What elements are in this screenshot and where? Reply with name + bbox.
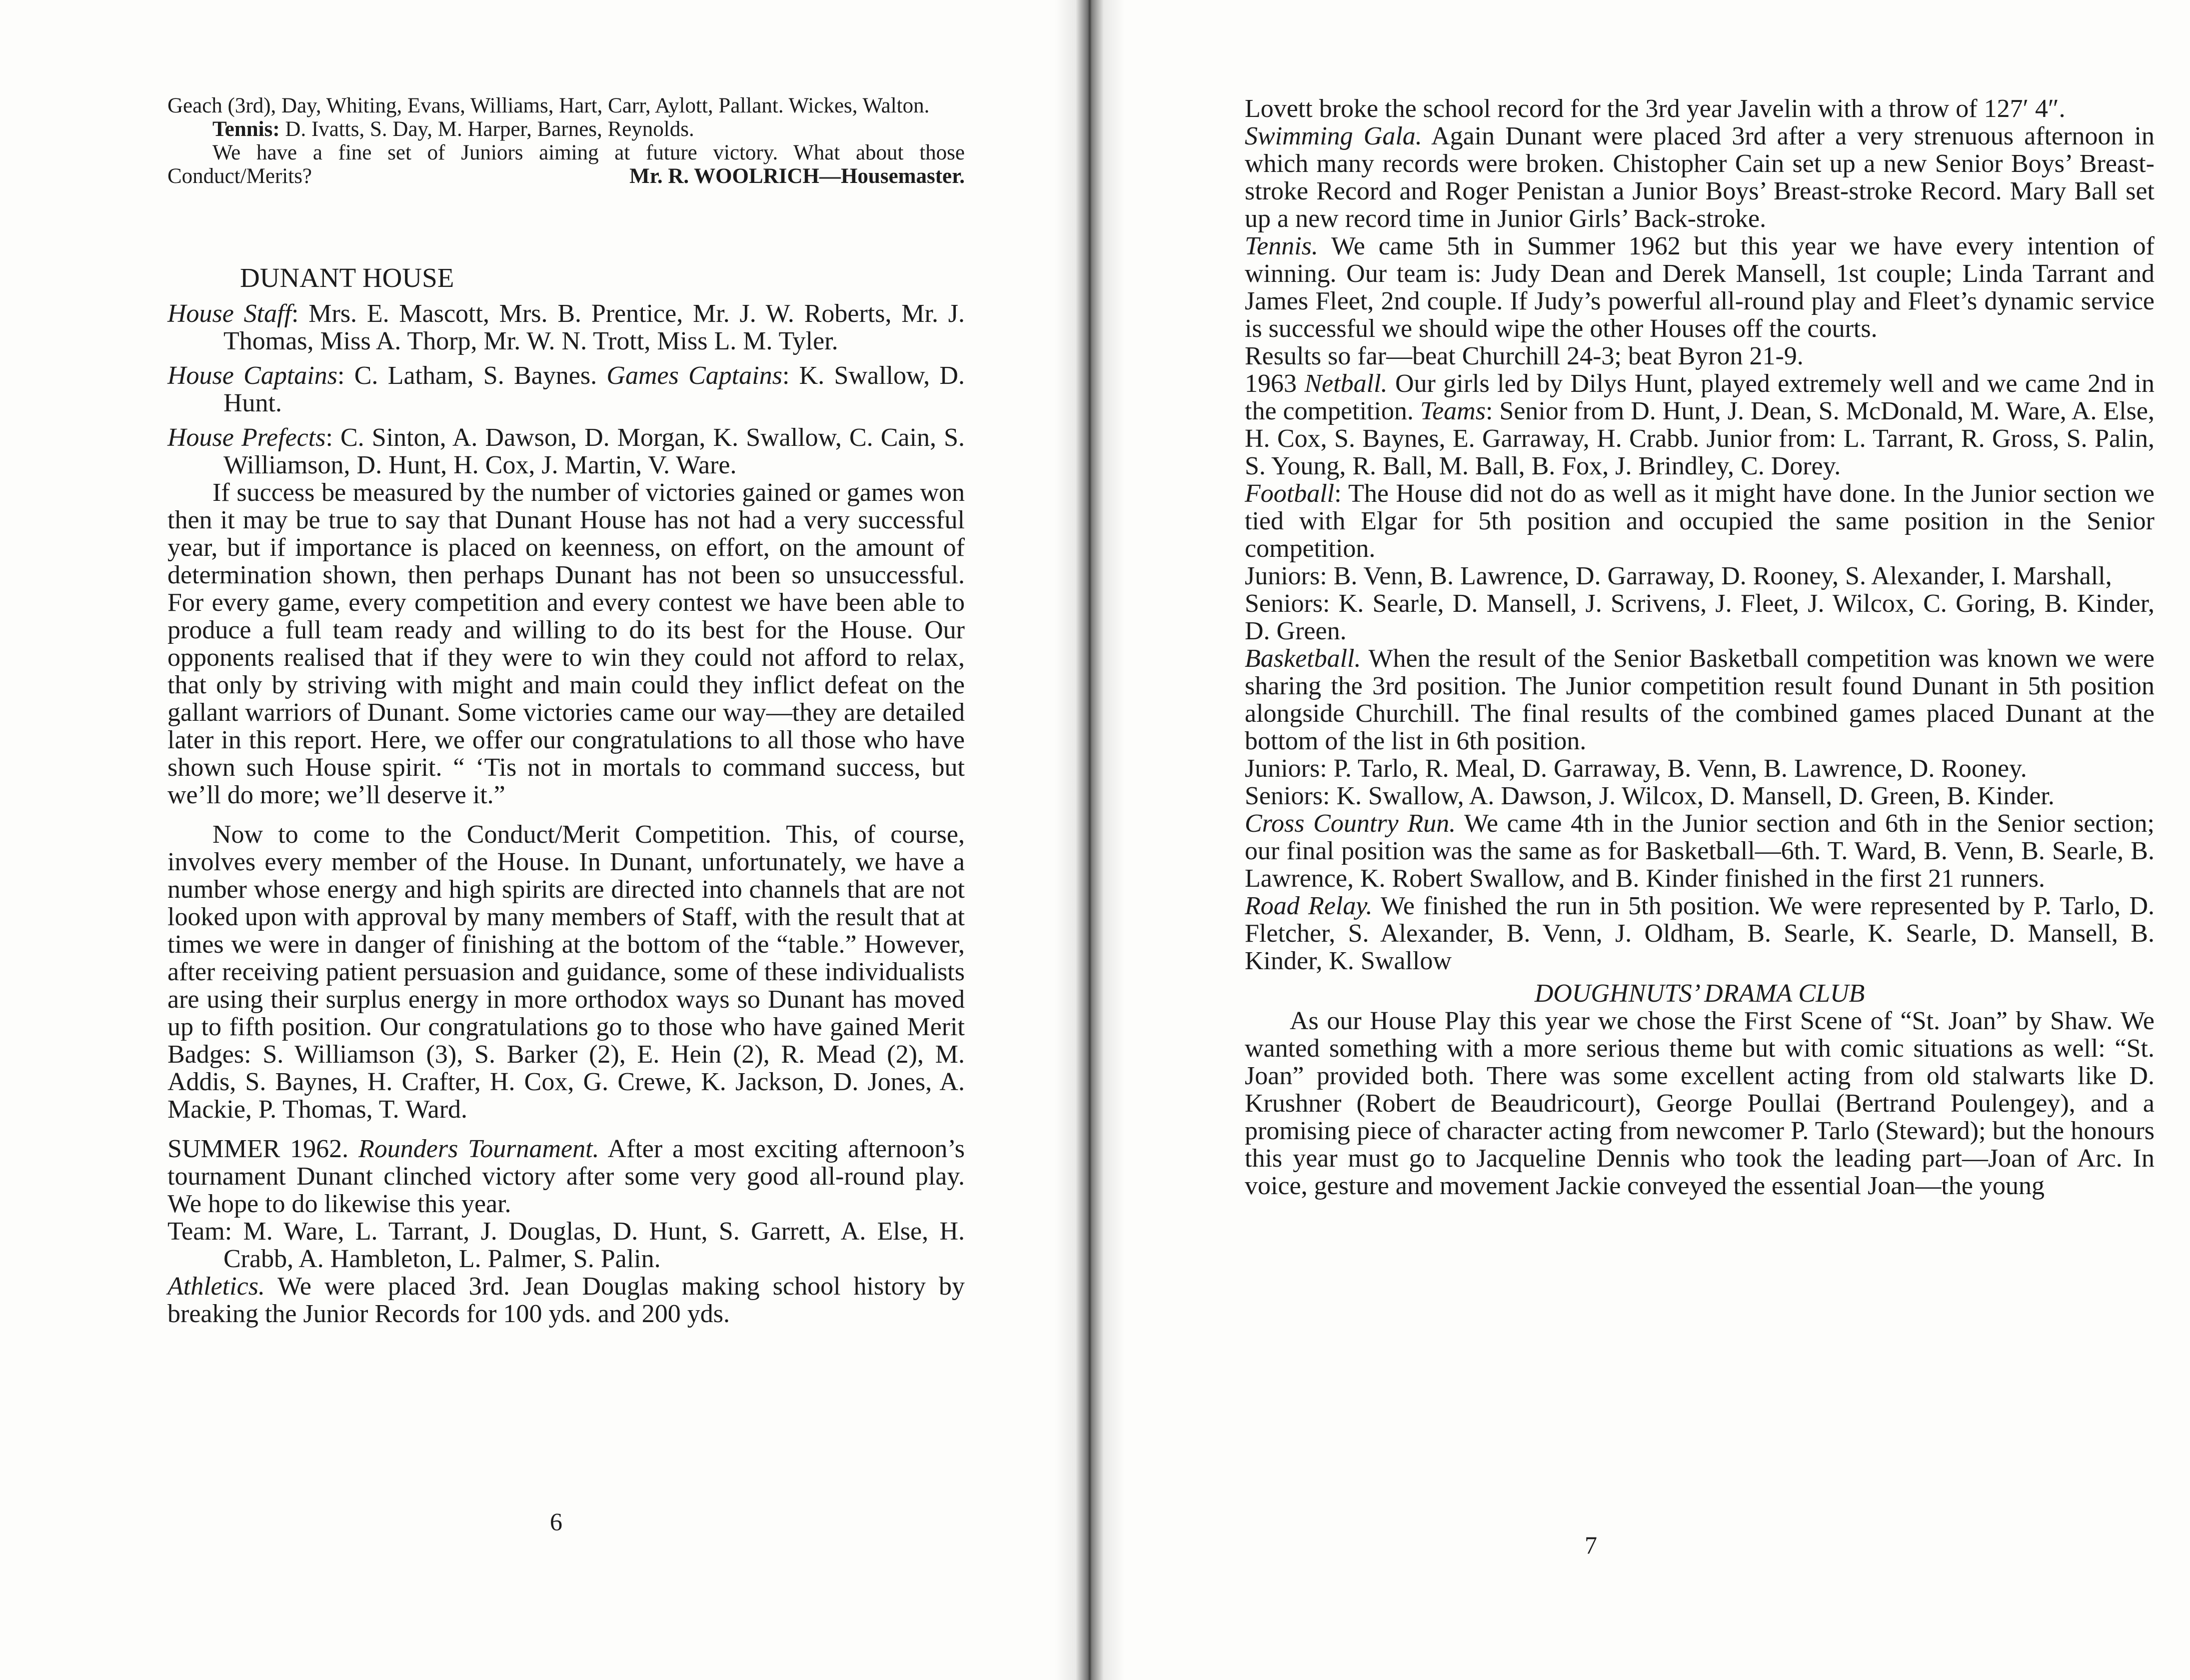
football-paragraph xyxy=(1245,480,2155,562)
cross-country-text: We came 4th in the Junior section and 6th in the Senior section; our final position was the same as for Basketball—6th. T. Ward, B. Venn, B. Searle, B. Lawrence, K. Robert Swallow, and B. Kinder finished in the first 21 runners. xyxy=(1245,809,2155,893)
page-number-right: 7 xyxy=(1585,1531,1597,1559)
juniors-note: We have a fine set of Juniors aiming at future victory. What about those Conduct/Merits? xyxy=(167,141,965,188)
football-label: Football xyxy=(1245,479,1335,508)
rounders-team: Team: M. Ware, L. Tarrant, J. Douglas, D. Hunt, S. Garrett, A. Else, H. Crabb, A. Hambleton, L. Palmer, S. Palin. xyxy=(167,1217,965,1273)
netball-label: Netball. xyxy=(1304,369,1388,398)
road-relay-label: Road Relay. xyxy=(1245,892,1373,920)
conduct-merit-paragraph: Now to come to the Conduct/Merit Competition. This, of course, involves every member of the House. In Dunant, unfortunately, we have a number whose energy and high spirits are directed into channels that are not looked upon with approval by many members of Staff, with the result that at times we were in danger of finishing at the bottom of the “table.” However, after receiving patient persuasion and guidance, some of these individualists are using their surplus energy in more orthodox ways so Dunant has moved up to fifth position. Our congratulations go to those who have gained Merit Badges: S. Williamson (3), S. Barker (2), E. Hein (2), R. Mead (2), M. Addis, S. Baynes, H. Crafter, H. Cox, G. Crewe, K. Jackson, D. Jones, A. Mackie, P. Thomas, T. Ward. xyxy=(167,820,965,1124)
house-prefects-text: : C. Sinton, A. Dawson, D. Morgan, K. Swallow, C. Cain, S. Williamson, D. Hunt, H. Cox, J. Martin, V. Ware. xyxy=(223,423,965,479)
book-gutter-shadow xyxy=(1055,0,1125,1680)
tennis-results: Results so far—beat Churchill 24-3; beat Byron 21-9. xyxy=(1245,342,1804,370)
house-captains-label: House Captains xyxy=(167,361,337,390)
rounders-text: After a most exciting afternoon’s tournament Dunant clinched victory after some very good all-round play. We hope to do likewise this year. xyxy=(167,1135,965,1218)
tennis-paragraph xyxy=(1245,232,2155,342)
tennis-label: Tennis: xyxy=(212,117,280,141)
football-text: : The House did not do as well as it might have done. In the Junior section we tied with Elgar for 5th position and occupied the same position in the Senior competition. xyxy=(1245,479,2155,563)
athletics-text: We were placed 3rd. Jean Douglas making school history by breaking the Junior Records for 100 yds. and 200 yds. xyxy=(167,1272,965,1328)
summer-prefix: SUMMER 1962. xyxy=(167,1135,358,1163)
left-page xyxy=(0,0,1070,1680)
cross-country-paragraph xyxy=(1245,810,2155,892)
right-page-column xyxy=(1245,0,2155,1200)
drama-club-heading: DOUGHNUTS’ DRAMA CLUB xyxy=(1534,979,1865,1008)
swimming-label: Swimming Gala. xyxy=(1245,122,1422,150)
dunant-house-heading: DUNANT HOUSE xyxy=(240,262,454,293)
previous-house-team-list: Geach (3rd), Day, Whiting, Evans, Williams, Hart, Carr, Aylott, Pallant. Wickes, Walton. xyxy=(167,94,930,117)
house-staff-label: House Staff xyxy=(167,299,292,328)
house-staff xyxy=(167,300,965,355)
previous-house-tennis xyxy=(167,117,965,141)
football-juniors: Juniors: B. Venn, B. Lawrence, D. Garraway, D. Rooney, S. Alexander, I. Marshall, xyxy=(1245,562,2112,590)
road-relay-paragraph xyxy=(1245,892,2155,975)
football-seniors: Seniors: K. Searle, D. Mansell, J. Scrivens, J. Fleet, J. Wilcox, C. Goring, B. Kinder, D. Green. xyxy=(1245,589,2155,645)
page-number-left: 6 xyxy=(550,1508,562,1536)
right-page xyxy=(1120,0,2190,1680)
netball-paragraph xyxy=(1245,370,2155,480)
house-captains-text: : C. Latham, S. Baynes. xyxy=(337,361,607,390)
athletics-label: Athletics. xyxy=(167,1272,265,1301)
basketball-label: Basketball. xyxy=(1245,644,1361,673)
games-captains-text: : K. Swallow, D. Hunt. xyxy=(223,361,965,417)
success-paragraph: If success be measured by the number of victories gained or games won then it may be true to say that Dunant House has not had a very successful year, but if importance is placed on keenness, on effort, on the amount of determination shown, then perhaps Dunant has not been so unsuccessful. For every game, every competition and every contest we have been able to produce a full team ready and willing to do its best for the House. Our opponents realised that if they were to win they could not afford to relax, that only by striving with might and main could they inflict defeat on the gallant warriors of Dunant. Some victories came our way—they are detailed later in this report. Here, we offer our congratulations to all those who have shown such House spirit. “ ‘Tis not in mortals to command success, but we’ll do more; we’ll deserve it.” xyxy=(167,478,965,809)
tennis-text: D. Ivatts, S. Day, M. Harper, Barnes, Reynolds. xyxy=(285,117,694,141)
netball-prefix: 1963 xyxy=(1245,369,1305,398)
cross-country-label: Cross Country Run. xyxy=(1245,809,1456,838)
house-staff-text: : Mrs. E. Mascott, Mrs. B. Prentice, Mr. J. W. Roberts, Mr. J. Thomas, Miss A. Thorp, Mr. W. N. Trott, Miss L. M. Tyler. xyxy=(223,299,965,355)
left-page-column xyxy=(167,0,965,1328)
games-captains-label: Games Captains xyxy=(606,361,782,390)
swimming-gala-paragraph xyxy=(1245,122,2155,232)
housemaster-signature: Mr. R. WOOLRICH—Housemaster. xyxy=(629,164,965,188)
javelin-record: Lovett broke the school record for the 3rd year Javelin with a throw of 127′ 4″. xyxy=(1245,94,2066,123)
tennis-label-right: Tennis. xyxy=(1245,232,1318,260)
rounders-label: Rounders Tournament. xyxy=(358,1135,599,1163)
basketball-seniors: Seniors: K. Swallow, A. Dawson, J. Wilcox, D. Mansell, D. Green, B. Kinder. xyxy=(1245,782,2055,810)
teams-label: Teams xyxy=(1420,397,1486,425)
drama-club-paragraph: As our House Play this year we chose the First Scene of “St. Joan” by Shaw. We wanted something with a more serious theme but with comic situations as well: “St. Joan” provided both. There was some excellent acting from old stalwarts like D. Krushner (Robert de Beaudricourt), George Poullai (Bertrand Poulengey), and a promising piece of character acting from newcomer P. Tarlo (Steward); but the honours this year must go to Jacqueline Dennis who took the leading part—Joan of Arc. In voice, gesture and movement Jackie conveyed the essential Joan—the young xyxy=(1245,1007,2155,1200)
netball-text: Our girls led by Dilys Hunt, played extremely well and we came 2nd in the competition. xyxy=(1245,369,2155,425)
house-prefects-label: House Prefects xyxy=(167,423,326,452)
swimming-text: Again Dunant were placed 3rd after a very strenuous afternoon in which many records were broken. Chistopher Cain set up a new Senior Boys’ Breast-stroke Record and Roger Penistan a Junior Boys’ Breast-stroke Record. Mary Ball set up a new record time in Junior Girls’ Back-stroke. xyxy=(1245,122,2155,233)
road-relay-text: We finished the run in 5th position. We were represented by P. Tarlo, D. Fletcher, S. Alexander, B. Venn, J. Oldham, B. Searle, K. Searle, D. Mansell, B. Kinder, K. Swallow xyxy=(1245,892,2155,975)
athletics-paragraph xyxy=(167,1273,965,1328)
tennis-text-right: We came 5th in Summer 1962 but this year we have every intention of winning. Our team is: Judy Dean and Derek Mansell, 1st couple; Linda Tarrant and James Fleet, 2nd couple. If Judy’s powerful all-round play and Fleet’s dynamic service is successful we should wipe the other Houses off the courts. xyxy=(1245,232,2155,343)
teams-text: : Senior from D. Hunt, J. Dean, S. McDonald, M. Ware, A. Else, H. Cox, S. Baynes, E. Garraway, H. Crabb. Junior from: L. Tarrant, R. Gross, S. Palin, S. Young, R. Ball, M. Ball, B. Fox, J. Brindley, C. Dorey. xyxy=(1245,397,2155,480)
basketball-juniors: Juniors: P. Tarlo, R. Meal, D. Garraway, B. Venn, B. Lawrence, D. Rooney. xyxy=(1245,754,2027,783)
basketball-paragraph xyxy=(1245,645,2155,755)
house-captains xyxy=(167,362,965,417)
rounders-paragraph xyxy=(167,1135,965,1218)
house-prefects xyxy=(167,424,965,479)
basketball-text: When the result of the Senior Basketball competition was known we were sharing the 3rd position. The Junior competition result found Dunant in 5th position alongside Churchill. The final results of the combined games placed Dunant at the bottom of the list in 6th position. xyxy=(1245,644,2155,755)
